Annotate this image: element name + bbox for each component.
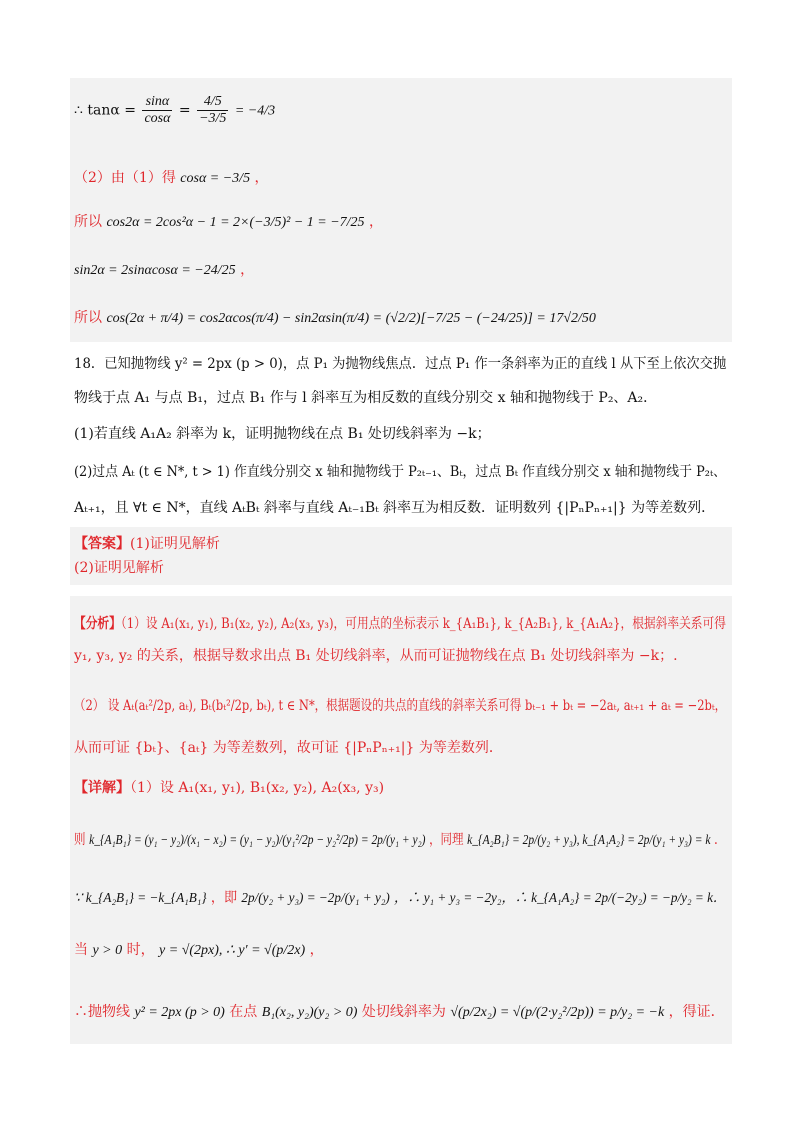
final-value-line: 所以 cos(2α + π/4) = cos2αcos(π/4) − sin2αsin(π/4) = (√2/2)[−7/25 − (−24/25)] = 17√2/50: [74, 310, 596, 326]
problem-sub2-line-1: (2)过点 Aₜ (t ∈ N*, t > 1) 作直线分别交 x 轴和抛物线于 P₂ₜ₋₁、Bₜ，过点 Bₜ 作直线分别交 x 轴和抛物线于 P₂ₜ、: [74, 464, 727, 480]
detail-derivative-line: 当 y > 0 时， y = √(2px), ∴ y′ = √(p/2x) ，: [74, 942, 324, 958]
analysis-line-1: 【分析】（1）设 A₁(x₁, y₁), B₁(x₂, y₂), A₂(x₃, y₃)，可用点的坐标表示 k_{A₁B₁}, k_{A₂B₁}, k_{A₁A₂}，根据斜率关系可得: [74, 616, 726, 632]
problem-line-2: 物线于点 A₁ 与点 B₁，过点 B₁ 作与 l 斜率互为相反数的直线分别交 x 轴和抛物线于 P₂、A₂．: [74, 390, 658, 406]
compound-fraction: $\frac{4/5}{-3/5}$: [199, 94, 227, 126]
analysis-line-4: 从而可证 {bₜ}、{aₜ} 为等差数列，故可证 {|PₙPₙ₊₁|} 为等差数列．: [74, 740, 503, 756]
answer-tag: 【答案】: [74, 536, 130, 552]
problem-line-1: 18．已知抛物线 y² = 2px (p > 0)，点 P₁ 为抛物线焦点．过点 P₁ 作一条斜率为正的直线 l 从下至上依次交抛: [74, 356, 727, 372]
answer-line-2: (2)证明见解析: [74, 560, 164, 576]
analysis-line-3: （2） 设 Aₜ(aₜ²/2p, aₜ), Bₜ(bₜ²/2p, bₜ), t ∈ N*，根据题设的共点的直线的斜率关系可得 bₜ₋₁ + bₜ = −2aₜ, aₜ₊₁ + aₜ = −2bₜ，: [74, 698, 727, 714]
tan-alpha-line: ∴ tanα = $\frac{\sin\alpha}{\cos\alpha}$ = $\frac{4/5}{-3/5}$ = −4/3: [74, 94, 276, 126]
cos2a-line: 所以 cos2α = 2cos²α − 1 = 2×(−3/5)² − 1 = −7/25 ，: [74, 214, 384, 230]
part2-intro-line: （2）由（1）得 cosα = −3/5 ，: [74, 170, 269, 186]
sin2a-line: sin2α = 2sinαcosα = −24/25 ，: [74, 262, 255, 278]
problem-number: 18．: [74, 356, 105, 372]
detail-slope-line: 则 k_{A₁B₁} = (y₁ − y₂)/(x₁ − x₂) = (y₁ − y₂)/(y₁²/2p − y₂²/2p) = 2p/(y₁ + y₂) ，同理 k_{A₂B₁} = 2p/(y₂ + y₃), k_{A₁A₂} = 2p/(y₁ + y₃) = k ．: [74, 832, 726, 848]
answer-line-1: 【答案】(1)证明见解析: [74, 536, 220, 552]
problem-sub1: (1)若直线 A₁A₂ 斜率为 k，证明抛物线在点 B₁ 处切线斜率为 −k；: [74, 426, 491, 442]
detail-tag: 【详解】: [74, 780, 130, 796]
detail-relation-line: ∵ k_{A₂B₁} = −k_{A₁B₁} ，即 2p/(y₂ + y₃) = −2p/(y₁ + y₂) ，∴ y₁ + y₃ = −2y₂，∴ k_{A₁A₂} = 2p/(−2y₂) = −p/y₂ = k．: [74, 890, 727, 906]
tan-fraction: $\frac{\sin\alpha}{\cos\alpha}$: [144, 94, 171, 126]
analysis-line-2: y₁, y₃, y₂ 的关系，根据导数求出点 B₁ 处切线斜率，从而可证抛物线在点 B₁ 处切线斜率为 −k；.: [74, 648, 678, 664]
detail-line-1: 【详解】（1）设 A₁(x₁, y₁), B₁(x₂, y₂), A₂(x₃, y₃): [74, 780, 385, 796]
analysis-tag: 【分析】: [74, 616, 121, 632]
problem-sub2-line-2: Aₜ₊₁，且 ∀t ∈ N*，直线 AₜBₜ 斜率与直线 Aₜ₋₁Bₜ 斜率互为相反数．证明数列 {|PₙPₙ₊₁|} 为等差数列．: [74, 500, 716, 516]
detail-conclusion-line: ∴抛物线 y² = 2px (p > 0) 在点 B₁(x₂, y₂)(y₂ > 0) 处切线斜率为 √(p/2x₂) = √(p/(2·y₂²/2p)) = p/y₂ = −k ，得证．: [74, 1004, 725, 1020]
